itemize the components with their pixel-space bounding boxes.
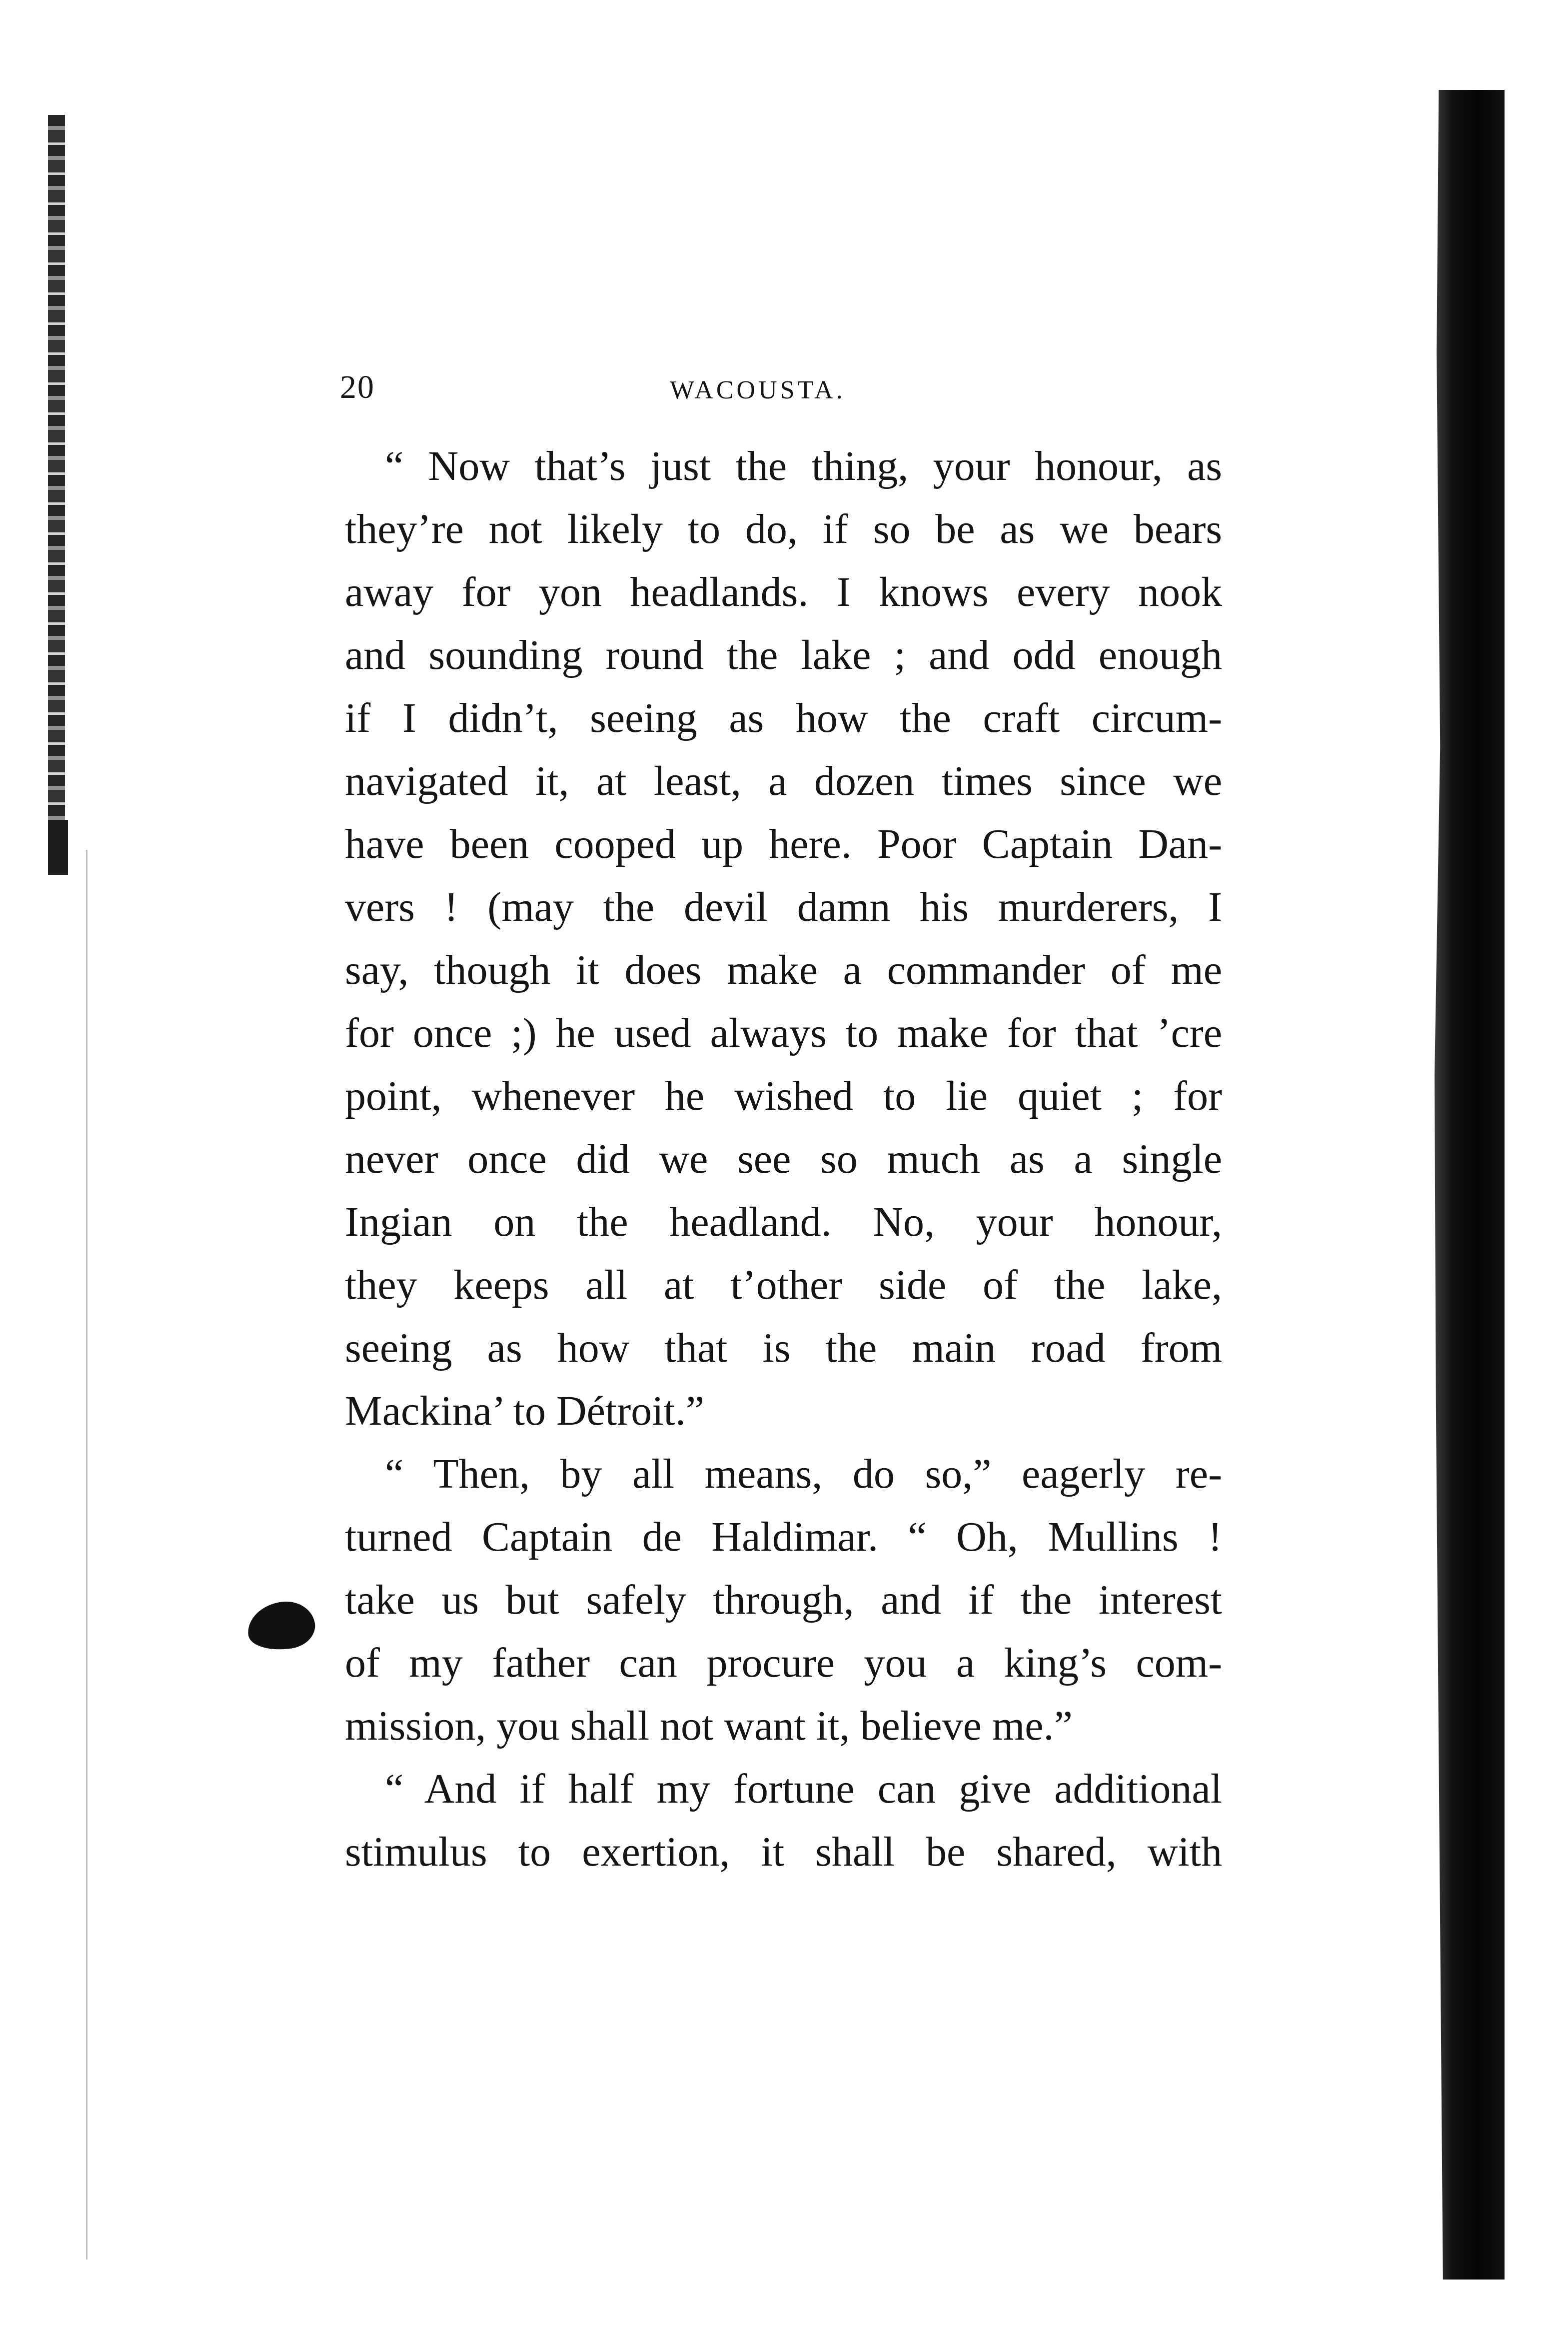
text-line: “ And if half my fortune can give additional: [385, 1766, 1222, 1812]
text-line: stimulus to exertion, it shall be shared, with: [345, 1829, 1222, 1875]
text-line: Mackina’ to Détroit.”: [345, 1388, 705, 1434]
text-line: say, though it does make a commander of me: [345, 947, 1222, 993]
scan-edge-right: [1435, 90, 1505, 2280]
text-line: away for yon headlands. I knows every nook: [345, 569, 1222, 615]
page-number: 20: [340, 369, 375, 405]
text-line: turned Captain de Haldimar. “ Oh, Mullins !: [345, 1514, 1222, 1560]
text-line: of my father can procure you a king’s com-: [345, 1640, 1222, 1686]
text-line: take us but safely through, and if the interest: [345, 1577, 1222, 1623]
text-line: point, whenever he wished to lie quiet ; for: [345, 1073, 1222, 1119]
text-line: “ Then, by all means, do so,” eagerly re-: [385, 1451, 1222, 1497]
text-line: if I didn’t, seeing as how the craft circum-: [345, 695, 1222, 741]
text-line: never once did we see so much as a single: [345, 1136, 1222, 1182]
scan-mark-left: [48, 820, 68, 875]
text-line: for once ;) he used always to make for that ’cre: [345, 1010, 1222, 1056]
text-line: they keeps all at t’other side of the lake,: [345, 1262, 1222, 1308]
text-line: vers ! (may the devil damn his murderers, I: [345, 884, 1222, 930]
text-line: “ Now that’s just the thing, your honour, as: [385, 443, 1222, 489]
text-line: have been cooped up here. Poor Captain Dan-: [345, 821, 1222, 867]
text-line: mission, you shall not want it, believe me.”: [345, 1703, 1073, 1749]
text-line: they’re not likely to do, if so be as we bears: [345, 506, 1222, 552]
running-head: [340, 365, 1230, 410]
text-line: seeing as how that is the main road from: [345, 1325, 1222, 1371]
ink-blot: [244, 1598, 318, 1654]
text-line: Ingian on the headland. No, your honour,: [345, 1199, 1222, 1245]
text-line: and sounding round the lake ; and odd enough: [345, 632, 1222, 678]
scan-line-left: [86, 850, 87, 2260]
scan-edge-left: [48, 115, 65, 840]
text-line: navigated it, at least, a dozen times since we: [345, 758, 1222, 804]
running-title: WACOUSTA.: [670, 376, 846, 404]
body-text: [345, 435, 1222, 1884]
